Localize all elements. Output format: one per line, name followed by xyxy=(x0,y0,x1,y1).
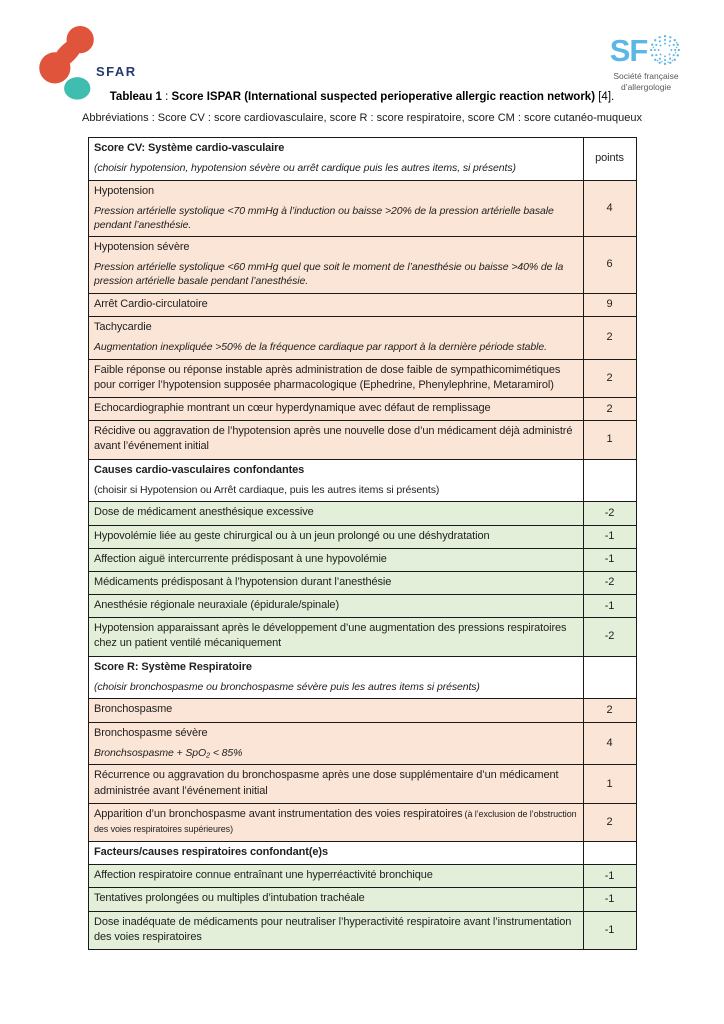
points-cell: -2 xyxy=(584,502,637,525)
table-row xyxy=(89,656,637,699)
criterion-text: Médicaments prédisposant à l’hypotension durant l’anesthésie xyxy=(94,575,392,588)
table-row xyxy=(89,571,637,594)
criterion-detail: Pression artérielle systolique <60 mmHg quel que soit le moment de l’anesthésie ou baisse >40% de la pression artérielle basale pendant l’anesthésie. xyxy=(94,261,564,288)
sfa-logo-subtitle xyxy=(594,71,698,92)
table-row xyxy=(89,293,637,316)
criterion-label xyxy=(94,141,577,156)
criterion-cell xyxy=(89,293,584,316)
table-row xyxy=(89,865,637,888)
title-main: Score ISPAR (International suspected perioperative allergic reaction network) xyxy=(171,91,596,103)
points-cell: 1 xyxy=(584,421,637,459)
title-prefix: Tableau 1 xyxy=(109,91,162,103)
points-cell: 2 xyxy=(584,803,637,841)
points-cell: -1 xyxy=(584,525,637,548)
criterion-text: Hypotension xyxy=(94,184,155,197)
criterion-text: Faible réponse ou réponse instable après administration de dose faible de sympathicomimétiques pour corriger l’hypotension supposée pharmacologique (Ephedrine, Phenylephrine, Metaramirol) xyxy=(94,363,561,391)
table-row xyxy=(89,888,637,911)
sfa-logo-mark xyxy=(594,31,698,69)
points-cell: 2 xyxy=(584,699,637,722)
abbreviations-note: Abbréviations : Score CV : score cardiovasculaire, score R : score respiratoire, score CM : score cutanéo-muqueux xyxy=(81,112,642,124)
criterion-text: Apparition d’un bronchospasme avant instrumentation des voies respiratoires xyxy=(94,807,463,820)
criterion-cell xyxy=(89,180,584,236)
criterion-label xyxy=(94,915,577,945)
points-cell: 9 xyxy=(584,293,637,316)
criterion-cell xyxy=(89,803,584,841)
sfar-logo-text: SFAR xyxy=(96,64,137,79)
criterion-cell xyxy=(89,865,584,888)
criterion-cell xyxy=(89,421,584,459)
page-title xyxy=(0,91,724,103)
criterion-label xyxy=(94,552,577,567)
sfa-subtitle-line2: d’allergologie xyxy=(620,81,672,92)
table-row xyxy=(89,722,637,765)
criterion-label xyxy=(94,845,577,860)
criterion-text: Bronchospasme sévère xyxy=(94,726,208,739)
table-row xyxy=(89,699,637,722)
criterion-label xyxy=(94,868,577,883)
criterion-label xyxy=(94,529,577,544)
criterion-text: Score R: Système Respiratoire xyxy=(94,660,252,673)
criterion-cell xyxy=(89,359,584,397)
criterion-text: Affection aiguë intercurrente prédisposant à une hypovolémie xyxy=(94,552,387,565)
criterion-text: Bronchospasme xyxy=(94,703,173,716)
criterion-cell xyxy=(89,398,584,421)
table-row xyxy=(89,459,637,502)
criterion-label xyxy=(94,320,577,335)
criterion-cell xyxy=(89,722,584,765)
table-row xyxy=(89,421,637,459)
criterion-label xyxy=(94,505,577,520)
criterion-label xyxy=(94,891,577,906)
title-reference: [4]. xyxy=(595,91,615,103)
table-row xyxy=(89,180,637,236)
table-row xyxy=(89,138,637,181)
criterion-cell xyxy=(89,237,584,293)
points-cell: 2 xyxy=(584,316,637,359)
criterion-cell xyxy=(89,459,584,502)
sfa-dotted-a-icon xyxy=(648,33,682,67)
criterion-cell xyxy=(89,618,584,656)
criterion-label xyxy=(94,575,577,590)
table-row xyxy=(89,548,637,571)
table-row xyxy=(89,502,637,525)
criterion-cell xyxy=(89,911,584,949)
sfa-logo xyxy=(594,31,698,92)
criterion-text: Arrêt Cardio-circulatoire xyxy=(94,297,208,310)
table-row xyxy=(89,595,637,618)
sfa-subtitle-line1: Société française xyxy=(613,71,679,81)
criterion-detail: (choisir si Hypotension ou Arrêt cardiaque, puis les autres items si présents) xyxy=(94,483,440,496)
points-cell: -1 xyxy=(584,548,637,571)
criterion-cell xyxy=(89,316,584,359)
criterion-cell xyxy=(89,138,584,181)
score-table xyxy=(88,137,637,950)
criterion-cell xyxy=(89,656,584,699)
points-cell: 4 xyxy=(584,180,637,236)
criterion-cell xyxy=(89,699,584,722)
criterion-text: Echocardiographie montrant un cœur hyperdynamique avec défaut de remplissage xyxy=(94,402,491,415)
points-cell: 4 xyxy=(584,722,637,765)
points-header-cell: points xyxy=(584,138,637,181)
criterion-label xyxy=(94,621,577,651)
criterion-label xyxy=(94,598,577,613)
criterion-text: Causes cardio-vasculaires confondantes xyxy=(94,463,305,476)
criterion-label xyxy=(94,702,577,717)
criterion-cell xyxy=(89,888,584,911)
sfa-logo-text: SF xyxy=(609,32,648,68)
criterion-small-note: (à l’exclusion de l’obstruction des voies respiratoires supérieures) xyxy=(94,808,577,834)
criterion-cell xyxy=(89,571,584,594)
table-row xyxy=(89,803,637,841)
criterion-text: Facteurs/causes respiratoires confondant(e)s xyxy=(94,846,329,859)
table-row xyxy=(89,842,637,865)
score-table-body xyxy=(89,138,637,950)
criterion-cell xyxy=(89,548,584,571)
criterion-text: Dose de médicament anesthésique excessive xyxy=(94,506,314,519)
criterion-detail: (choisir bronchospasme ou bronchospasme sévère puis les autres items si présents) xyxy=(94,680,480,693)
points-cell: 6 xyxy=(584,237,637,293)
criterion-detail: Bronchsospasme + SpO₂ < 85% xyxy=(94,746,243,759)
table-row xyxy=(89,316,637,359)
criterion-text: Dose inadéquate de médicaments pour neutraliser l’hyperactivité respiratoire avant l’instrumentation des voies respiratoires xyxy=(94,915,572,943)
criterion-text: Hypotension apparaissant après le développement d’une augmentation des pressions respiratoires chez un patient ventilé mécaniquement xyxy=(94,622,567,650)
criterion-text: Tachycardie xyxy=(94,320,152,333)
criterion-text: Score CV: Système cardio-vasculaire xyxy=(94,142,285,154)
criterion-cell xyxy=(89,765,584,803)
criterion-detail: (choisir hypotension, hypotension sévère ou arrêt cardique puis les autres items, si présents) xyxy=(94,162,516,175)
criterion-label xyxy=(94,184,577,199)
criterion-label xyxy=(94,807,577,837)
points-cell xyxy=(584,656,637,699)
points-cell: 2 xyxy=(584,359,637,397)
criterion-cell xyxy=(89,595,584,618)
criterion-label xyxy=(94,768,577,798)
criterion-cell xyxy=(89,525,584,548)
title-separator: : xyxy=(161,91,172,103)
criterion-text: Tentatives prolongées ou multiples d’intubation trachéale xyxy=(94,892,365,905)
table-row xyxy=(89,765,637,803)
criterion-text: Affection respiratoire connue entraînant une hyperréactivité bronchique xyxy=(94,869,433,882)
criterion-text: Hypovolémie liée au geste chirurgical ou à un jeun prolongé ou une déshydratation xyxy=(94,529,490,542)
criterion-cell xyxy=(89,502,584,525)
points-cell: -2 xyxy=(584,571,637,594)
criterion-label xyxy=(94,240,577,255)
criterion-label xyxy=(94,363,577,393)
table-row xyxy=(89,618,637,656)
table-row xyxy=(89,525,637,548)
table-row xyxy=(89,911,637,949)
criterion-detail: Augmentation inexpliquée >50% de la fréquence cardiaque par rapport à la dernière période stable. xyxy=(94,341,547,354)
table-row xyxy=(89,359,637,397)
points-cell: 2 xyxy=(584,398,637,421)
criterion-label xyxy=(94,463,577,478)
table-row xyxy=(89,237,637,293)
table-row xyxy=(89,398,637,421)
points-cell: -2 xyxy=(584,618,637,656)
criterion-text: Anesthésie régionale neuraxiale (épidurale/spinale) xyxy=(94,599,340,612)
criterion-detail: Pression artérielle systolique <70 mmHg à l’induction ou baisse >20% de la pression artérielle basale pendant l’anesthésie. xyxy=(94,204,554,231)
criterion-label xyxy=(94,660,577,675)
points-cell: -1 xyxy=(584,888,637,911)
criterion-label xyxy=(94,726,577,741)
criterion-text: Récidive ou aggravation de l’hypotension après une nouvelle dose d’un médicament déjà administré avant l’événement initial xyxy=(94,425,573,453)
criterion-label xyxy=(94,401,577,416)
criterion-label xyxy=(94,297,577,312)
criterion-cell xyxy=(89,842,584,865)
points-cell xyxy=(584,842,637,865)
criterion-label xyxy=(94,424,577,454)
points-cell xyxy=(584,459,637,502)
points-cell: 1 xyxy=(584,765,637,803)
points-cell: -1 xyxy=(584,911,637,949)
criterion-text: Hypotension sévère xyxy=(94,241,190,254)
criterion-text: Récurrence ou aggravation du bronchospasme après une dose supplémentaire d’un médicament administrée avant l’événement initial xyxy=(94,769,559,797)
points-cell: -1 xyxy=(584,595,637,618)
points-cell: -1 xyxy=(584,865,637,888)
